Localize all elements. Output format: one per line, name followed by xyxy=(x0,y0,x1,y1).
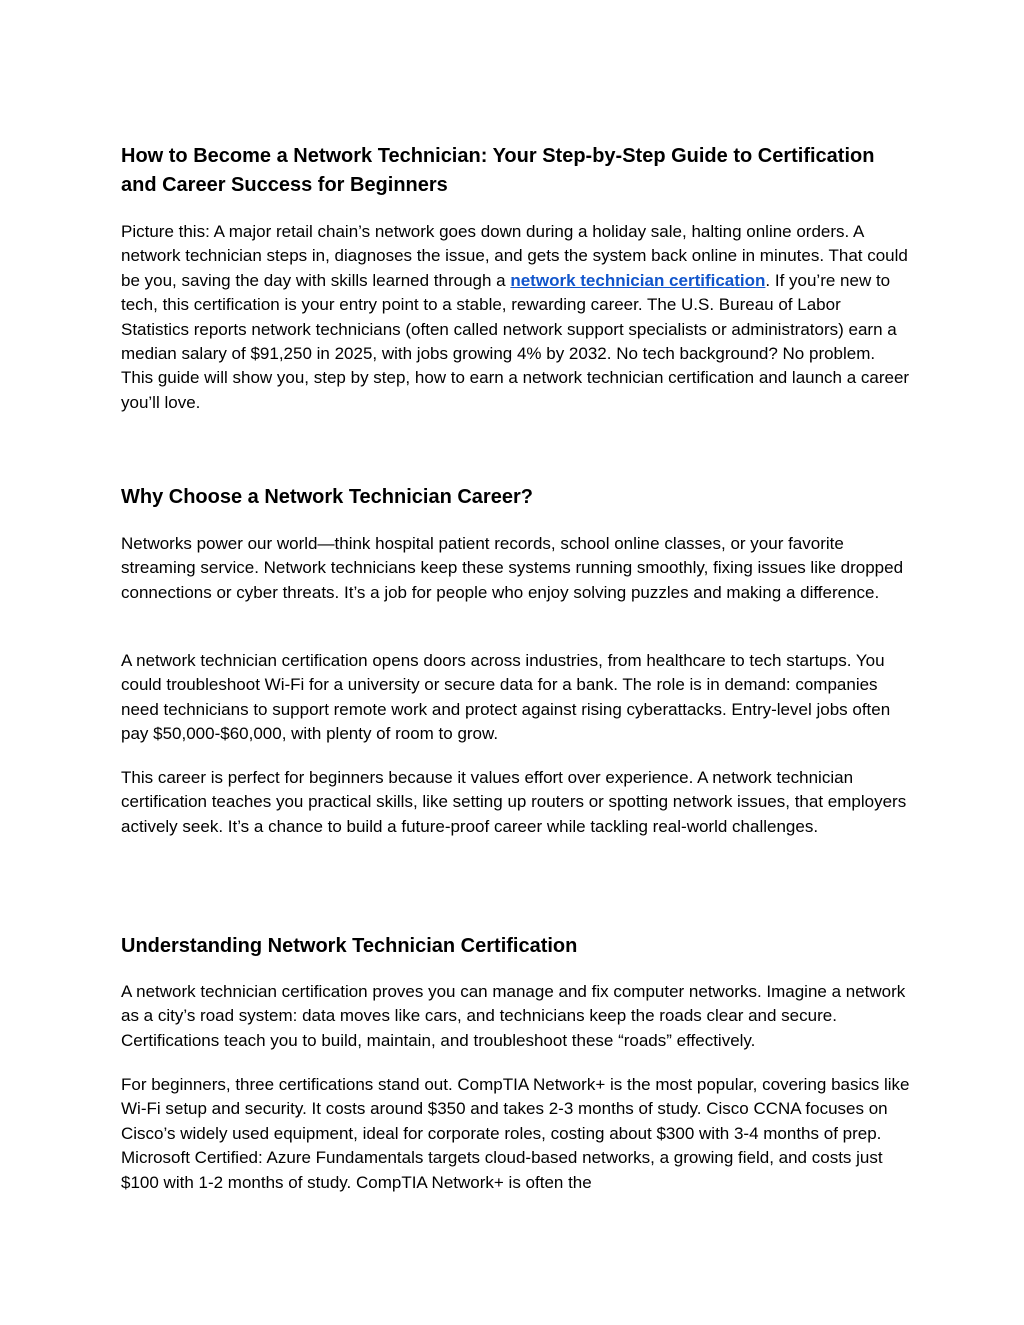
understanding-paragraph-1: A network technician certification proves you can manage and fix computer networks. Imagine a network as a city’s road system: data moves like cars, and technicians keep the roads clear and secure. Certifications teach you to build, maintain, and troubleshoot these “roads” effectively. xyxy=(121,982,906,1050)
intro-text-before-link: Picture this: A major retail chain’s network goes down during a holiday sale, halting online orders. A network technician steps in, diagnoses the issue, and gets the system back online in minutes. That could be you, saving the day with skills learned through a xyxy=(121,222,908,290)
section-heading-why-choose: Why Choose a Network Technician Career? xyxy=(121,486,533,508)
why-choose-paragraph-2: A network technician certification opens doors across industries, from healthcare to tech startups. You could troubleshoot Wi-Fi for a university or secure data for a bank. The role is in demand: companies need technicians to support remote work and protect against rising cyberattacks. Entry-level jobs often pay $50,000-$60,000, with plenty of room to grow. xyxy=(121,651,891,744)
document-title: How to Become a Network Technician: Your Step-by-Step Guide to Certification and Career Success for Beginners xyxy=(121,145,875,196)
section-heading-understanding-certification: Understanding Network Technician Certification xyxy=(121,935,578,957)
intro-paragraph xyxy=(121,220,911,415)
certification-link[interactable]: network technician certification xyxy=(510,270,766,290)
why-choose-paragraph-1: Networks power our world—think hospital patient records, school online classes, or your favorite streaming service. Network technicians keep these systems running smoothly, fixing issues like dropped connections or cyber threats. It’s a job for people who enjoy solving puzzles and making a difference. xyxy=(121,534,904,602)
intro-text-after-link: . If you’re new to tech, this certification is your entry point to a stable, rewarding career. The U.S. Bureau of Labor Statistics reports network technicians (often called network support specialists or administrators) earn a median salary of $91,250 in 2025, with jobs growing 4% by 2032. No tech background? No problem. This guide will show you, step by step, how to earn a network technician certification and launch a career you’ll love. xyxy=(121,270,910,412)
understanding-paragraph-2: For beginners, three certifications stand out. CompTIA Network+ is the most popular, covering basics like Wi-Fi setup and security. It costs around $350 and takes 2-3 months of study. Cisco CCNA focuses on Cisco’s widely used equipment, ideal for corporate roles, costing about $300 with 3-4 months of prep. Microsoft Certified: Azure Fundamentals targets cloud-based networks, a growing field, and costs just $100 with 1-2 months of study. CompTIA Network+ is often the xyxy=(121,1075,910,1192)
why-choose-paragraph-3: This career is perfect for beginners because it values effort over experience. A network technician certification teaches you practical skills, like setting up routers or spotting network issues, that employers actively seek. It’s a chance to build a future-proof career while tackling real-world challenges. xyxy=(121,768,907,836)
